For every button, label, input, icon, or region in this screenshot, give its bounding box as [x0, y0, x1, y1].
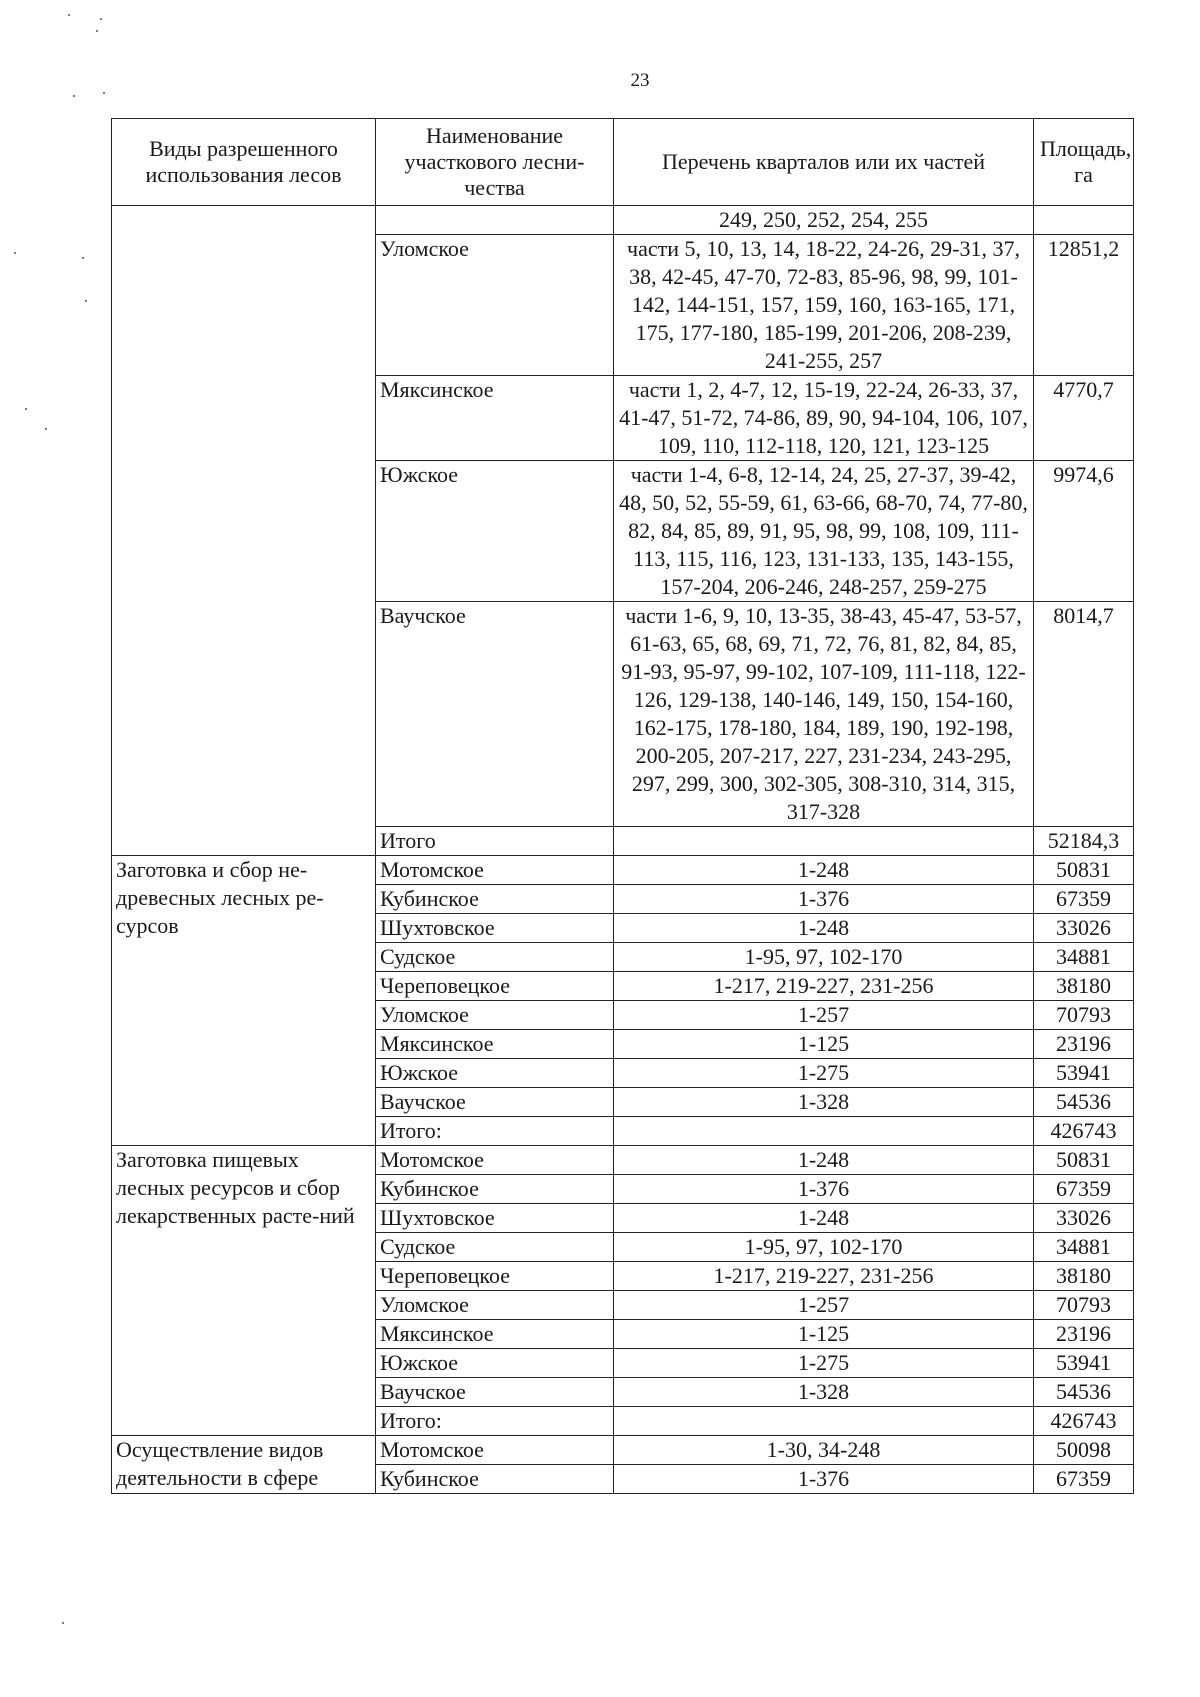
- quarters-cell: 1-275: [614, 1059, 1034, 1088]
- scan-speck: [14, 252, 16, 254]
- quarters-cell: 1-125: [614, 1320, 1034, 1349]
- quarters-cell: 1-257: [614, 1291, 1034, 1320]
- forestry-cell: Мотомское: [376, 1146, 614, 1175]
- quarters-cell: 1-248: [614, 1146, 1034, 1175]
- table-row: [112, 1436, 1134, 1465]
- area-cell: 4770,7: [1034, 376, 1134, 461]
- use-type-cell: [112, 206, 376, 856]
- total-label: Итого:: [376, 1407, 614, 1436]
- header-area: Площадь, га: [1034, 119, 1134, 206]
- area-cell: 67359: [1034, 885, 1134, 914]
- forestry-cell: Мотомское: [376, 1436, 614, 1465]
- forestry-cell: Мяксинское: [376, 1320, 614, 1349]
- forestry-cell: Судское: [376, 1233, 614, 1262]
- quarters-cell: 1-328: [614, 1378, 1034, 1407]
- quarters-cell: 1-275: [614, 1349, 1034, 1378]
- forestry-cell: Судское: [376, 943, 614, 972]
- scan-speck: [68, 14, 70, 16]
- quarters-cell: 1-248: [614, 856, 1034, 885]
- quarters-cell: части 5, 10, 13, 14, 18-22, 24-26, 29-31, 37, 38, 42-45, 47-70, 72-83, 85-96, 98, 99, 101-142, 144-151, 157, 159, 160, 163-165, 171, 175, 177-180, 185-199, 201-206, 208-239, 241-255, 257: [614, 235, 1034, 376]
- area-cell: 38180: [1034, 1262, 1134, 1291]
- use-type-cell: Заготовка пищевых лесных ресурсов и сбор лекарственных расте-ний: [112, 1146, 376, 1436]
- scan-speck: [85, 300, 87, 302]
- quarters-cell: 1-95, 97, 102-170: [614, 943, 1034, 972]
- scan-speck: [82, 257, 84, 259]
- area-cell: 23196: [1034, 1320, 1134, 1349]
- area-cell: 34881: [1034, 943, 1134, 972]
- forestry-cell: Южское: [376, 1059, 614, 1088]
- total-area: 426743: [1034, 1407, 1134, 1436]
- scan-speck: [96, 30, 98, 32]
- page-number: 23: [630, 70, 650, 91]
- total-area: 426743: [1034, 1117, 1134, 1146]
- area-cell: 33026: [1034, 914, 1134, 943]
- quarters-cell: 1-328: [614, 1088, 1034, 1117]
- forestry-cell: Мяксинское: [376, 376, 614, 461]
- quarters-cell: 1-125: [614, 1030, 1034, 1059]
- total-label: Итого:: [376, 1117, 614, 1146]
- header-use-type: Виды разрешенного использования лесов: [112, 119, 376, 206]
- quarters-cell: части 1-6, 9, 10, 13-35, 38-43, 45-47, 53-57, 61-63, 65, 68, 69, 71, 72, 76, 81, 82, 84, 85, 91-93, 95-97, 99-102, 107-109, 111-118, 122-126, 129-138, 140-146, 149, 150, 154-160, 162-175, 178-180, 184, 189, 190, 192-198, 200-205, 207-217, 227, 231-234, 243-295, 297, 299, 300, 302-305, 308-310, 314, 315, 317-328: [614, 602, 1034, 827]
- forestry-cell: Южское: [376, 1349, 614, 1378]
- quarters-cell: 1-376: [614, 1175, 1034, 1204]
- forestry-cell: Череповецкое: [376, 1262, 614, 1291]
- area-cell: 9974,6: [1034, 461, 1134, 602]
- group-food-resources: [112, 1146, 1134, 1436]
- quarters-cell: 1-248: [614, 1204, 1034, 1233]
- quarters-cell: 1-217, 219-227, 231-256: [614, 1262, 1034, 1291]
- scan-speck: [73, 95, 75, 97]
- forestry-cell: Уломское: [376, 235, 614, 376]
- area-cell: 33026: [1034, 1204, 1134, 1233]
- forestry-cell: Ваучское: [376, 1088, 614, 1117]
- forestry-cell: Мяксинское: [376, 1030, 614, 1059]
- table-row: [112, 206, 1134, 235]
- forestry-cell: Шухтовское: [376, 1204, 614, 1233]
- forestry-cell: Кубинское: [376, 885, 614, 914]
- forestry-cell: Уломское: [376, 1291, 614, 1320]
- area-cell: 38180: [1034, 972, 1134, 1001]
- area-cell: 54536: [1034, 1378, 1134, 1407]
- forestry-cell: Кубинское: [376, 1175, 614, 1204]
- area-cell: 50831: [1034, 856, 1134, 885]
- total-label: Итого: [376, 827, 614, 856]
- quarters-cell: 1-376: [614, 885, 1034, 914]
- area-cell: 12851,2: [1034, 235, 1134, 376]
- area-cell: [1034, 206, 1134, 235]
- area-cell: 23196: [1034, 1030, 1134, 1059]
- scan-speck: [25, 408, 27, 410]
- area-cell: 54536: [1034, 1088, 1134, 1117]
- use-type-cell: Осуществление видов деятельности в сфере: [112, 1436, 376, 1494]
- header-forestry: Наименование участкового лесни-чества: [376, 119, 614, 206]
- quarters-cell: [614, 1407, 1034, 1436]
- use-type-cell: Заготовка и сбор не-древесных лесных ре-сурсов: [112, 856, 376, 1146]
- forestry-cell: Кубинское: [376, 1465, 614, 1494]
- area-cell: 34881: [1034, 1233, 1134, 1262]
- quarters-cell: [614, 1117, 1034, 1146]
- quarters-cell: 1-95, 97, 102-170: [614, 1233, 1034, 1262]
- forestry-cell: Череповецкое: [376, 972, 614, 1001]
- quarters-cell: части 1, 2, 4-7, 12, 15-19, 22-24, 26-33, 37, 41-47, 51-72, 74-86, 89, 90, 94-104, 106, 107, 109, 110, 112-118, 120, 121, 123-125: [614, 376, 1034, 461]
- area-cell: 67359: [1034, 1465, 1134, 1494]
- table-row: [112, 856, 1134, 885]
- total-area: 52184,3: [1034, 827, 1134, 856]
- quarters-cell: 1-257: [614, 1001, 1034, 1030]
- scan-speck: [103, 92, 105, 94]
- area-cell: 67359: [1034, 1175, 1134, 1204]
- forestry-cell: Мотомское: [376, 856, 614, 885]
- quarters-cell: 1-30, 34-248: [614, 1436, 1034, 1465]
- forestry-cell: Уломское: [376, 1001, 614, 1030]
- area-cell: 70793: [1034, 1291, 1134, 1320]
- quarters-cell: [614, 827, 1034, 856]
- forestry-cell: Ваучское: [376, 602, 614, 827]
- group-activities: [112, 1436, 1134, 1494]
- forestry-cell: Шухтовское: [376, 914, 614, 943]
- area-cell: 53941: [1034, 1059, 1134, 1088]
- area-cell: 53941: [1034, 1349, 1134, 1378]
- quarters-cell: части 1-4, 6-8, 12-14, 24, 25, 27-37, 39-42, 48, 50, 52, 55-59, 61, 63-66, 68-70, 74, 77-80, 82, 84, 85, 89, 91, 95, 98, 99, 108, 109, 111-113, 115, 116, 123, 131-133, 135, 143-155, 157-204, 206-246, 248-257, 259-275: [614, 461, 1034, 602]
- forestry-cell: Ваучское: [376, 1378, 614, 1407]
- area-cell: 8014,7: [1034, 602, 1134, 827]
- area-cell: 50831: [1034, 1146, 1134, 1175]
- scan-speck: [62, 1622, 64, 1624]
- area-cell: 70793: [1034, 1001, 1134, 1030]
- quarters-cell: 1-376: [614, 1465, 1034, 1494]
- forestry-cell: Южское: [376, 461, 614, 602]
- quarters-cell: 249, 250, 252, 254, 255: [614, 206, 1034, 235]
- scan-speck: [100, 18, 102, 20]
- quarters-cell: 1-248: [614, 914, 1034, 943]
- forestry-cell: [376, 206, 614, 235]
- group-non-wood-resources: [112, 856, 1134, 1146]
- forest-use-table: [111, 118, 1134, 1494]
- table-row: [112, 1146, 1134, 1175]
- header-quarters: Перечень кварталов или их частей: [614, 119, 1034, 206]
- quarters-cell: 1-217, 219-227, 231-256: [614, 972, 1034, 1001]
- area-cell: 50098: [1034, 1436, 1134, 1465]
- scan-speck: [45, 428, 47, 430]
- table-header-row: [112, 119, 1134, 206]
